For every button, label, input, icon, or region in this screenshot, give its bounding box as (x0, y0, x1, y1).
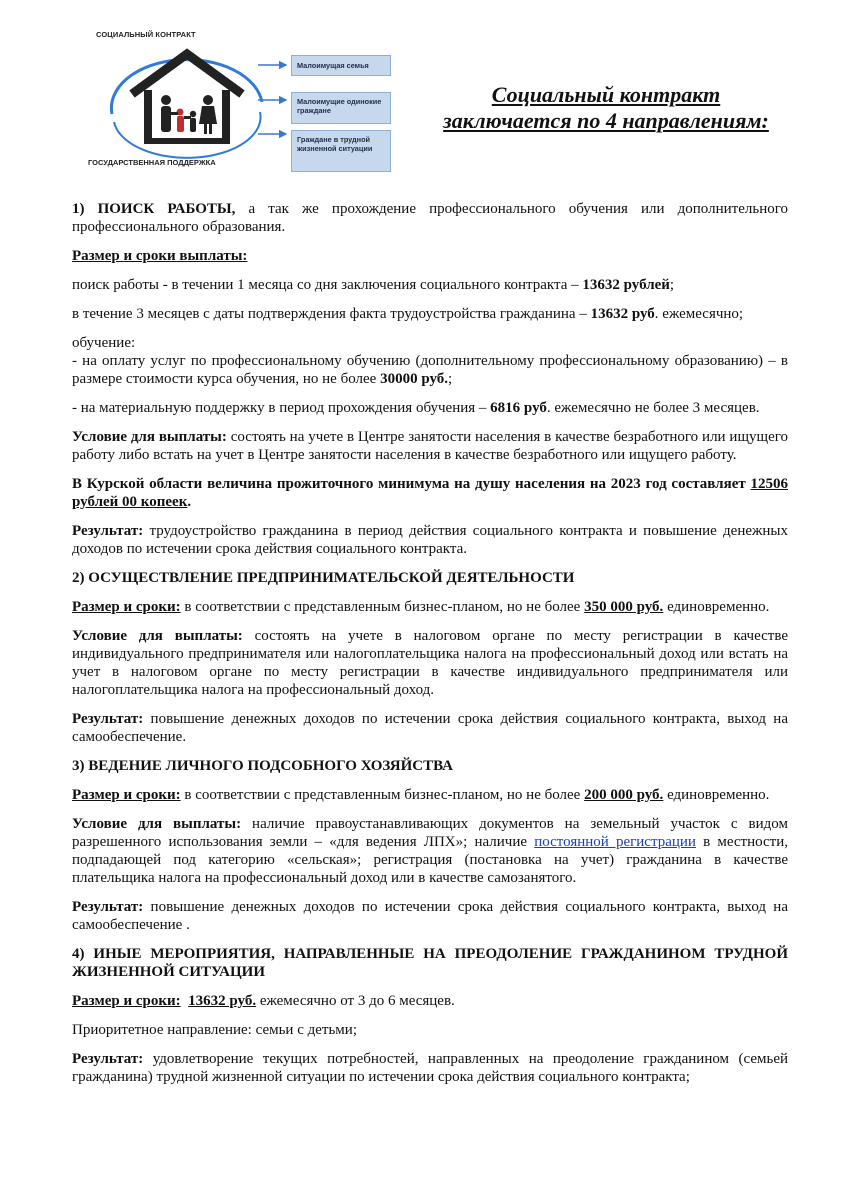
result-label: Результат: (72, 899, 144, 915)
section-1-subsistence-minimum (72, 475, 788, 511)
result-label: Результат: (72, 711, 144, 727)
size-label: Размер и сроки выплаты: (72, 248, 248, 264)
text: состоять на учете в налоговом органе по месту регистрации в качестве индивидуального предпринимателя или налогоплательщика налога на профессиональный доход или встать на учет в налоговом органе по месту регистрации в качестве индивидуального предпринимателя или налогоплательщика налога на профессиональный доход. (72, 628, 788, 698)
amount: 6816 руб (490, 400, 547, 416)
text: трудоустройство гражданина в период действия социального контракта и повышение денежных доходов по истечении срока действия социального контракта. (72, 523, 788, 557)
amount: 200 000 руб. (584, 787, 664, 803)
text: поиск работы - в течении 1 месяца со дня заключения социального контракта – (72, 277, 583, 293)
text: ежемесячно от 3 до 6 месяцев. (256, 993, 455, 1009)
section-2-condition (72, 627, 788, 699)
text: состоять на учете в Центре занятости населения в качестве безработного или ищущего работу либо встать на учет в Центре занятости населения в качестве безработного или ищущего работу. (72, 429, 789, 463)
social-contract-graphic (86, 26, 410, 178)
text: . (187, 494, 192, 510)
section-1-title-rest: а так же прохождение профессионального обучения или дополнительного профессионального образования. (72, 201, 788, 235)
amount: 13632 рублей (582, 277, 670, 293)
text: . ежемесячно не более 3 месяцев. (546, 400, 760, 416)
size-label: Размер и сроки: (72, 599, 181, 615)
section-4-result (72, 1050, 788, 1086)
section-2-size (72, 598, 788, 616)
text: - на материальную поддержку в период прохождения обучения – (72, 400, 491, 416)
text: . ежемесячно; (654, 306, 744, 322)
section-4-title: 4) ИНЫЕ МЕРОПРИЯТИЯ, НАПРАВЛЕННЫЕ НА ПРЕОДОЛЕНИЕ ГРАЖДАНИНОМ ТРУДНОЙ ЖИЗНЕННОЙ СИТУАЦИИ (72, 946, 788, 980)
category-box-low-income-family: Малоимущая семья (291, 55, 391, 76)
page-heading (420, 82, 792, 134)
section-1-intro (72, 200, 788, 236)
graphic-title: СОЦИАЛЬНЫЙ КОНТРАКТ (96, 30, 196, 39)
section-3-title: 3) ВЕДЕНИЕ ЛИЧНОГО ПОДСОБНОГО ХОЗЯЙСТВА (72, 758, 454, 774)
section-1-training-payment (72, 352, 788, 388)
text: - на оплату услуг по профессиональному обучению (дополнительному профессиональному образованию) – в размере стоимости курса обучения, но не более (72, 353, 788, 387)
house-family-icon (92, 42, 272, 160)
condition-label: Условие для выплаты: (72, 816, 242, 832)
result-label: Результат: (72, 1051, 144, 1067)
condition-label: Условие для выплаты: (72, 429, 227, 445)
text: повышение денежных доходов по истечении срока действия социального контракта, выход на самообеспечение . (72, 899, 788, 933)
section-1-title: 1) ПОИСК РАБОТЫ, (72, 201, 236, 217)
size-label: Размер и сроки: (72, 787, 181, 803)
text: в соответствии с представленным бизнес-планом, но не более (180, 599, 585, 615)
section-4-priority: Приоритетное направление: семьи с детьми; (72, 1022, 357, 1038)
graphic-footer: ГОСУДАРСТВЕННАЯ ПОДДЕРЖКА (88, 158, 216, 167)
text: в местности, подпадающей под категорию «сельская»; регистрация (постановка на учет) гражданина в качестве плательщика налога на профессиональный доход или в качестве самозанятого. (72, 834, 789, 886)
section-1-condition (72, 428, 788, 464)
section-1-training-label: обучение: (72, 335, 136, 351)
text: удовлетворение текущих потребностей, направленных на преодоление гражданином (семьей гражданина) трудной жизненной ситуации по истечении срока действия социального контракта; (72, 1051, 788, 1085)
text: наличие правоустанавливающих документов на земельный участок с видом разрешенного использования земли – «для ведения ЛПХ»; наличие (72, 816, 788, 850)
text: единовременно. (663, 787, 770, 803)
amount: 13632 руб. (188, 993, 257, 1009)
permanent-registration-link[interactable]: постоянной регистрации (534, 834, 696, 850)
section-2-result (72, 710, 788, 746)
section-1-employment-payment (72, 305, 788, 323)
amount: 350 000 руб. (584, 599, 664, 615)
section-1-material-support (72, 399, 788, 417)
section-1-size-label (72, 247, 788, 265)
category-box-low-income-single: Малоимущие одинокие граждане (291, 92, 391, 124)
section-3-size (72, 786, 788, 804)
condition-label: Условие для выплаты: (72, 628, 243, 644)
amount: 30000 руб. (380, 371, 449, 387)
section-2-title: 2) ОСУЩЕСТВЛЕНИЕ ПРЕДПРИНИМАТЕЛЬСКОЙ ДЕЯТЕЛЬНОСТИ (72, 570, 575, 586)
result-label: Результат: (72, 523, 144, 539)
section-3-result (72, 898, 788, 934)
document-body (72, 200, 788, 1097)
text: ; (448, 371, 453, 387)
text: в соответствии с представленным бизнес-планом, но не более (180, 787, 585, 803)
heading-line-2: заключается по 4 направлениям: (443, 108, 769, 133)
text: единовременно. (663, 599, 770, 615)
text: повышение денежных доходов по истечении срока действия социального контракта, выход на самообеспечение. (72, 711, 788, 745)
category-box-difficult-situation: Граждане в трудной жизненной ситуации (291, 130, 391, 172)
text: в течение 3 месяцев с даты подтверждения факта трудоустройства гражданина – (72, 306, 591, 322)
amount: 13632 руб (590, 306, 655, 322)
section-3-condition (72, 815, 788, 887)
heading-line-1: Социальный контракт (491, 82, 721, 107)
size-label: Размер и сроки: (72, 993, 181, 1009)
section-4-size (72, 992, 788, 1010)
amount: 12506 рублей 00 копеек (72, 476, 788, 510)
section-1-result (72, 522, 788, 558)
text: В Курской области величина прожиточного минимума на душу населения на 2023 год составляет (72, 476, 751, 492)
section-1-job-search-payment (72, 276, 788, 294)
text: ; (669, 277, 675, 293)
